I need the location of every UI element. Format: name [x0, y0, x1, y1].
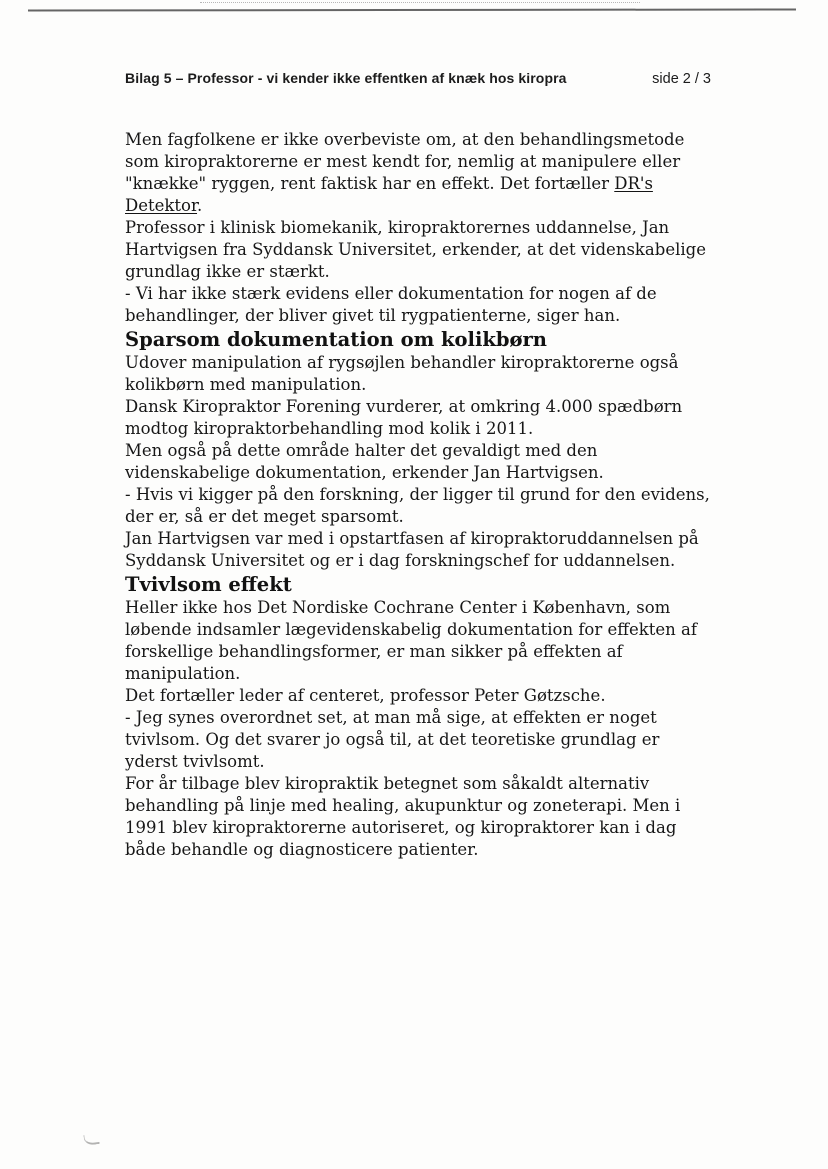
text-segment: Udover manipulation af rygsøjlen behandler kiropraktorerne også kolikbørn med manipulation.: [125, 353, 679, 394]
drs-detektor-link[interactable]: DR's Detektor: [125, 174, 653, 215]
section-heading: [125, 572, 711, 597]
text-segment: Tvivlsom effekt: [125, 573, 292, 596]
scan-artifact-line: [28, 8, 796, 11]
paragraph: [125, 528, 711, 572]
text-segment: Professor i klinisk biomekanik, kiropraktorernes uddannelse, Jan Hartvigsen fra Syddansk Universitet, erkender, at det videnskabelige grundlag ikke er stærkt.: [125, 218, 706, 281]
document-body: [125, 129, 711, 861]
paragraph: [125, 396, 711, 440]
text-segment: - Hvis vi kigger på den forskning, der ligger til grund for den evidens, der er, så er det meget sparsomt.: [125, 485, 710, 526]
document-header: [125, 70, 711, 87]
page-number-indicator: side 2 / 3: [652, 71, 711, 87]
paragraph: [125, 597, 711, 685]
scan-artifact-dotted-line: [200, 2, 640, 4]
paragraph: [125, 707, 711, 773]
paragraph: [125, 773, 711, 861]
paragraph: [125, 484, 711, 528]
text-segment: - Jeg synes overordnet set, at man må sige, at effekten er noget tvivlsom. Og det svarer jo også til, at det teoretiske grundlag er yderst tvivlsomt.: [125, 708, 660, 771]
text-segment: Dansk Kiropraktor Forening vurderer, at omkring 4.000 spædbørn modtog kiropraktorbehandling mod kolik i 2011.: [125, 397, 683, 438]
paragraph: [125, 217, 711, 283]
paragraph: [125, 685, 711, 707]
text-segment: For år tilbage blev kiropraktik betegnet som såkaldt alternativ behandling på linje med healing, akupunktur og zoneterapi. Men i 1991 blev kiropraktorerne autoriseret, og kiropraktorer kan i dag både behandle og diagnosticere patienter.: [125, 774, 681, 859]
text-segment: Men også på dette område halter det gevaldigt med den videnskabelige dokumentation, erkender Jan Hartvigsen.: [125, 441, 604, 482]
scan-artifact-mark: [83, 1133, 99, 1146]
paragraph: [125, 129, 711, 217]
text-segment: Men fagfolkene er ikke overbeviste om, at den behandlingsmetode som kiropraktorerne er mest kendt for, nemlig at manipulere eller "knække" ryggen, rent faktisk har en effekt. Det fortæller: [125, 130, 685, 193]
section-heading: [125, 327, 711, 352]
text-segment: Det fortæller leder af centeret, professor Peter Gøtzsche.: [125, 686, 606, 705]
text-segment: Heller ikke hos Det Nordiske Cochrane Center i København, som løbende indsamler lægevidenskabelig dokumentation for effekten af forskellige behandlingsformer, er man sikker på effekten af manipulation.: [125, 598, 697, 683]
text-segment: Jan Hartvigsen var med i opstartfasen af kiropraktoruddannelsen på Syddansk Universitet og er i dag forskningschef for uddannelsen.: [125, 529, 699, 570]
text-segment: - Vi har ikke stærk evidens eller dokumentation for nogen af de behandlinger, der bliver givet til rygpatienterne, siger han.: [125, 284, 657, 325]
paragraph: [125, 352, 711, 396]
text-segment: Sparsom dokumentation om kolikbørn: [125, 328, 547, 351]
document-title: Bilag 5 – Professor - vi kender ikke effentken af knæk hos kiropra: [125, 70, 567, 86]
text-segment: .: [197, 196, 203, 215]
paragraph: [125, 283, 711, 327]
paragraph: [125, 440, 711, 484]
